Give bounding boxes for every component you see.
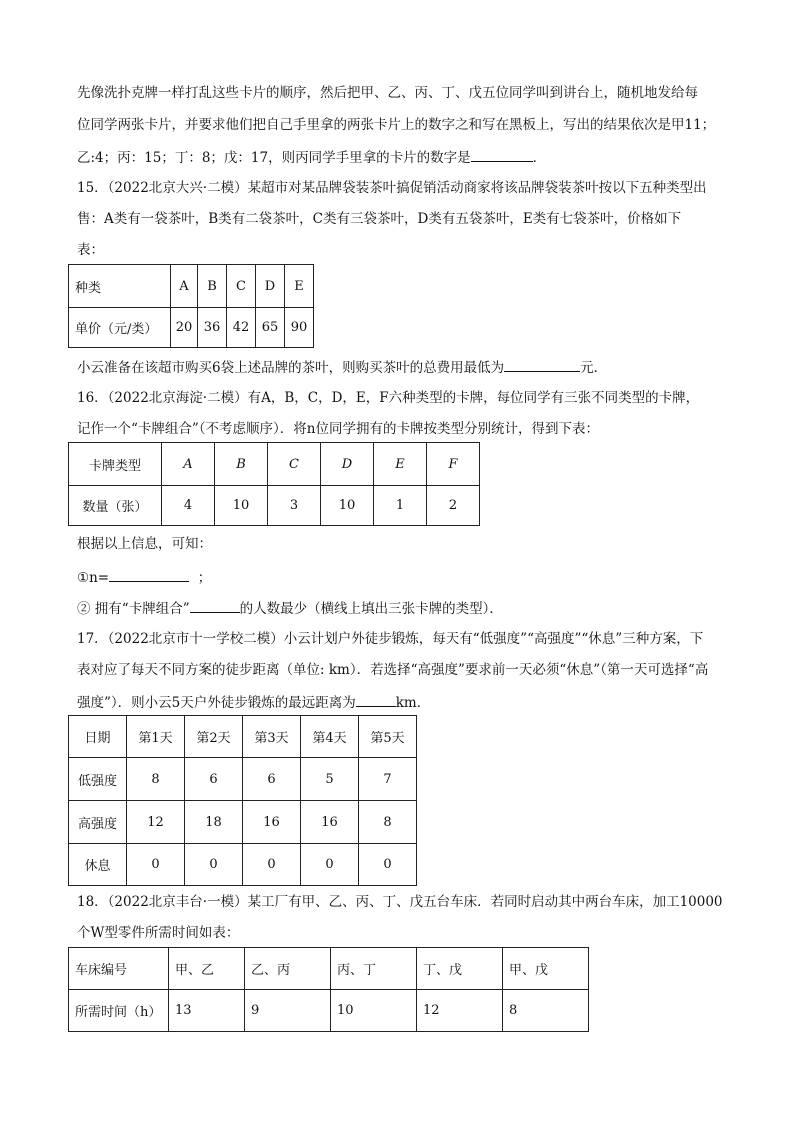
table-row (69, 308, 314, 348)
table-cell: 第3天 (243, 716, 301, 758)
answer-blank[interactable] (471, 147, 533, 162)
p18-line2-text: 个W型零件所需时间如表： (77, 925, 240, 941)
table-cell: 12 (127, 801, 185, 844)
table-cell: 0 (185, 844, 243, 886)
p16-q1 (77, 567, 211, 587)
table-cell: 休息 (69, 844, 127, 886)
p17-line3-end: km． (395, 695, 431, 711)
table-cell: 12 (417, 990, 503, 1032)
table-cell: 16 (243, 801, 301, 844)
table-cell: 4 (162, 486, 215, 526)
table-cell: 甲、乙 (169, 948, 245, 990)
table-row (69, 716, 417, 758)
table-cell: 0 (301, 844, 359, 886)
table-cell: 10 (215, 486, 268, 526)
table-cell: 16 (301, 801, 359, 844)
table-cell: 6 (185, 758, 243, 801)
table-cell: 7 (359, 758, 417, 801)
table-cell: 9 (245, 990, 331, 1032)
p14-line2: 位同学两张卡片，并要求他们把自己手里拿的两张卡片上的数字之和写在黑板上，写出的结果依次是甲11； (77, 117, 716, 133)
answer-blank[interactable] (109, 567, 189, 582)
table-cell: 第4天 (301, 716, 359, 758)
answer-blank[interactable] (356, 692, 396, 707)
table-cell: C (227, 265, 256, 308)
table-cell: F (427, 443, 480, 486)
table-cell: 0 (127, 844, 185, 886)
p14-line3-end: ． (532, 150, 547, 166)
p14-line3 (77, 147, 546, 167)
table-cell: 卡牌类型 (69, 443, 162, 486)
table-cell: 65 (256, 308, 285, 348)
table-cell: B (215, 443, 268, 486)
p18-line1: 18．（2022北京丰台·一模）某工厂有甲、乙、丙、丁、戊五台车床．若同时启动其中两台车床，加工10000 (77, 894, 723, 910)
p15-price-table (68, 264, 314, 348)
answer-blank[interactable] (504, 357, 580, 372)
p16-q2-text: ② 拥有“卡牌组合” (77, 601, 190, 617)
p17-line2: 表对应了每天不同方案的徒步距离（单位: km）．若选择“高强度”要求前一天必须“休息”（第一天可选择“高 (77, 662, 709, 678)
table-cell: 低强度 (69, 758, 127, 801)
p18-lathe-table (68, 947, 589, 1032)
table-cell: B (198, 265, 227, 308)
p17-line3 (77, 692, 430, 712)
p16-line2: 记作一个“卡牌组合”（不考虑顺序）．将n位同学拥有的卡牌按类型分别统计，得到下表： (77, 421, 599, 437)
table-cell: 0 (243, 844, 301, 886)
table-cell: 丙、丁 (331, 948, 417, 990)
table-cell: 车床编号 (69, 948, 169, 990)
table-cell: 5 (301, 758, 359, 801)
table-cell: D (321, 443, 374, 486)
p17-distance-table (68, 715, 417, 886)
p16-q2-end: 的人数最少（横线上填出三张卡牌的类型）． (239, 601, 503, 617)
table-cell: 所需时间（h） (69, 990, 169, 1032)
p16-info: 根据以上信息，可知： (77, 536, 212, 552)
table-cell: 3 (268, 486, 321, 526)
table-cell: 日期 (69, 716, 127, 758)
p15-question-text: 小云准备在该超市购买6袋上述品牌的茶叶，则购买茶叶的总费用最低为 (77, 360, 505, 376)
table-row (69, 443, 480, 486)
table-cell: D (256, 265, 285, 308)
table-cell: C (268, 443, 321, 486)
table-cell: 乙、丙 (245, 948, 331, 990)
p16-q1-text: ①n= (77, 570, 110, 586)
table-cell: 第1天 (127, 716, 185, 758)
table-cell: 20 (171, 308, 198, 348)
p15-question-end: 元． (580, 360, 608, 376)
p16-q1-end: ； (197, 570, 212, 586)
table-row (69, 990, 589, 1032)
table-cell: 10 (321, 486, 374, 526)
table-row (69, 758, 417, 801)
table-row (69, 844, 417, 886)
table-cell: 种类 (69, 265, 171, 308)
p14-line3-text: 乙:4；丙：15；丁：8；戊：17，则丙同学手里拿的卡片的数字是 (77, 150, 471, 166)
table-cell: 甲、戊 (503, 948, 589, 990)
table-cell: 13 (169, 990, 245, 1032)
p15-line1: 15．（2022北京大兴·二模）某超市对某品牌袋装茶叶搞促销活动商家将该品牌袋装茶叶按以下五种类型出 (77, 180, 707, 196)
table-cell: 90 (285, 308, 314, 348)
table-cell: 42 (227, 308, 256, 348)
table-cell: A (171, 265, 198, 308)
table-cell: 0 (359, 844, 417, 886)
table-cell: E (285, 265, 314, 308)
table-cell: 1 (374, 486, 427, 526)
p15-line2: 售：A类有一袋茶叶，B类有二袋茶叶，C类有三袋茶叶，D类有五袋茶叶，E类有七袋茶叶，价格如下 (77, 211, 682, 227)
p17-line3-text: 强度”）．则小云5天户外徒步锻炼的最远距离为 (77, 695, 356, 711)
table-cell: E (374, 443, 427, 486)
table-cell: 36 (198, 308, 227, 348)
table-cell: 单价（元/类） (69, 308, 171, 348)
p16-line1: 16．（2022北京海淀·二模）有A，B，C，D，E，F六种类型的卡牌，每位同学有三张不同类型的卡牌， (77, 390, 700, 406)
table-cell: 数量（张） (69, 486, 162, 526)
table-cell: 10 (331, 990, 417, 1032)
table-cell: A (162, 443, 215, 486)
table-cell: 丁、戊 (417, 948, 503, 990)
table-cell: 高强度 (69, 801, 127, 844)
p16-q2 (77, 598, 503, 618)
p14-line1: 先像洗扑克牌一样打乱这些卡片的顺序，然后把甲、乙、丙、丁、戊五位同学叫到讲台上，随机地发给每 (77, 85, 698, 101)
table-row (69, 948, 589, 990)
table-cell: 2 (427, 486, 480, 526)
p16-card-table (68, 442, 480, 526)
p18-line2 (77, 924, 239, 942)
table-row (69, 265, 314, 308)
table-row (69, 801, 417, 844)
answer-blank[interactable] (190, 598, 240, 613)
table-cell: 18 (185, 801, 243, 844)
table-cell: 第2天 (185, 716, 243, 758)
table-cell: 6 (243, 758, 301, 801)
p15-question (77, 357, 607, 377)
table-cell: 第5天 (359, 716, 417, 758)
table-cell: 8 (127, 758, 185, 801)
table-row (69, 486, 480, 526)
table-cell: 8 (503, 990, 589, 1032)
table-cell: 8 (359, 801, 417, 844)
p17-line1: 17．（2022北京市十一学校二模）小云计划户外徒步锻炼，每天有“低强度”“高强度”“休息”三种方案，下 (77, 631, 704, 647)
p15-line3: 表： (77, 242, 104, 258)
